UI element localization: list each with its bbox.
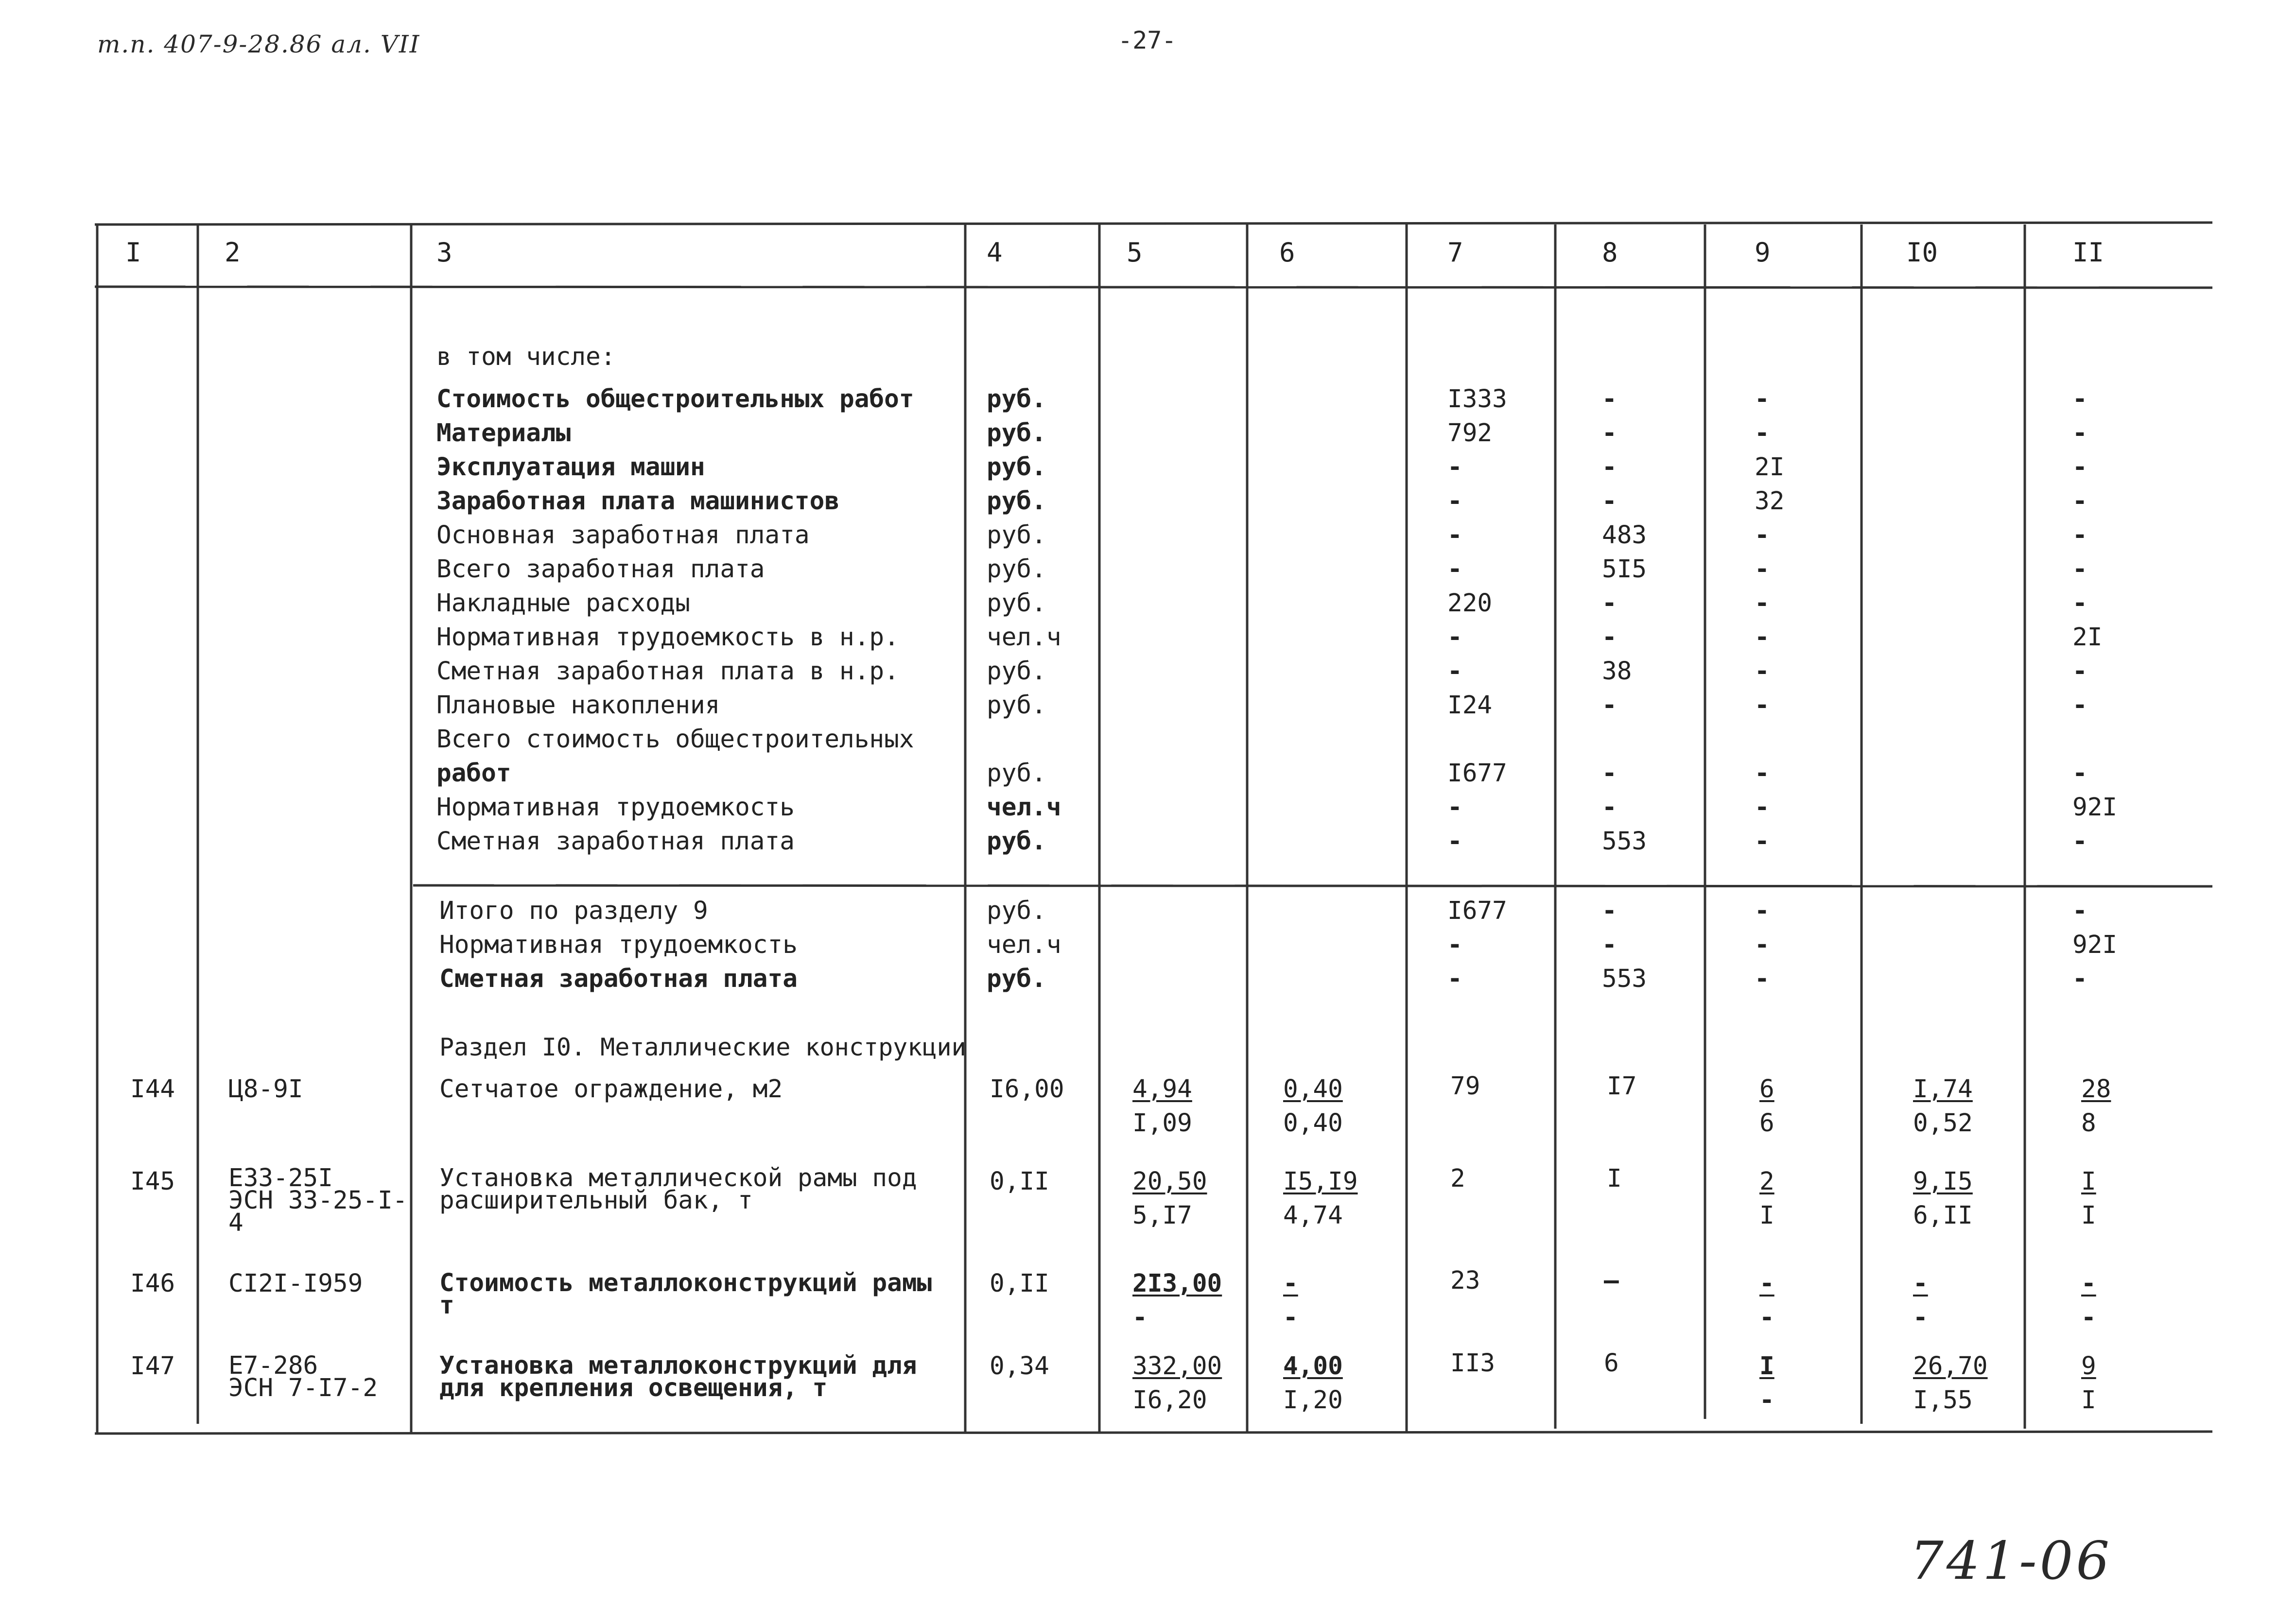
column-header-8: 8 — [1602, 237, 1618, 268]
summary-row-c9: - — [1755, 691, 1770, 720]
summary-row-unit: руб. — [987, 385, 1046, 414]
labor-norm-c8: - — [1602, 793, 1617, 822]
item-c6-top: 4,00 — [1283, 1352, 1343, 1381]
item-quantity: 0,II — [990, 1167, 1049, 1196]
column-header-3: 3 — [436, 237, 452, 268]
item-number: I47 — [130, 1352, 175, 1381]
table-header-separator — [95, 287, 2212, 288]
item-c6-top: I5,I9 — [1283, 1167, 1358, 1196]
summary-row-c8: - — [1602, 589, 1617, 618]
summary-row-c9: - — [1755, 623, 1770, 652]
item-c8: — — [1604, 1266, 1619, 1295]
summary-row-unit: руб. — [987, 589, 1046, 618]
item-c10-top: - — [1913, 1269, 1928, 1298]
item-c6-top: - — [1283, 1269, 1298, 1298]
summary-row-c11: 2I — [2072, 623, 2103, 652]
item-c5-bottom: I6,20 — [1132, 1386, 1207, 1415]
item-description-line2: расширительный бак, т — [439, 1186, 753, 1215]
item-c11-bottom: I — [2081, 1386, 2096, 1415]
column-header-11: II — [2072, 237, 2105, 268]
item-c9-top: I — [1759, 1352, 1774, 1381]
summary-row-unit: руб. — [987, 487, 1046, 516]
labor-norm-c11: 92I — [2072, 793, 2118, 822]
labor-norm-c7: - — [1447, 793, 1462, 822]
item-c5-top: 4,94 — [1132, 1075, 1192, 1104]
item-c5-bottom: 5,I7 — [1132, 1201, 1192, 1230]
summary-row-c11: - — [2072, 385, 2087, 414]
item-c10-top: I,74 — [1913, 1075, 1973, 1104]
section-wage-unit: руб. — [987, 965, 1046, 993]
total-cost-unit: руб. — [987, 759, 1046, 788]
item-c7: II3 — [1450, 1349, 1496, 1378]
item-c10-bottom: I,55 — [1913, 1386, 1973, 1415]
item-description: Сетчатое ограждение, м2 — [439, 1075, 783, 1104]
summary-row-c8: 483 — [1602, 521, 1647, 550]
item-c9-top: 6 — [1759, 1075, 1774, 1104]
item-code: Ц8-9I — [228, 1075, 303, 1104]
item-quantity: 0,II — [990, 1269, 1049, 1298]
summary-row-unit: чел.ч — [987, 623, 1061, 652]
item-c11-top: 28 — [2081, 1075, 2111, 1104]
summary-row-c11: - — [2072, 521, 2087, 550]
item-c5-bottom: I,09 — [1132, 1109, 1192, 1138]
total-cost-label-line2: работ — [436, 759, 511, 788]
summary-row-c9: - — [1755, 555, 1770, 584]
summary-row-c7: 220 — [1447, 589, 1493, 618]
total-cost-c7: I677 — [1447, 759, 1507, 788]
item-c8: 6 — [1604, 1349, 1619, 1378]
item-description-line1: Установка металлоконструкций для — [439, 1351, 917, 1380]
summary-row-unit: руб. — [987, 657, 1046, 686]
summary-row-name: Материалы — [436, 419, 571, 448]
summary-row-unit: руб. — [987, 521, 1046, 550]
item-c11-top: 9 — [2081, 1352, 2096, 1381]
column-header-2: 2 — [225, 237, 241, 268]
item-c7: 23 — [1450, 1266, 1480, 1295]
column-header-6: 6 — [1279, 237, 1295, 268]
item-c11-bottom: 8 — [2081, 1109, 2096, 1138]
item-c11-top: I — [2081, 1167, 2096, 1196]
summary-row-c11: - — [2072, 589, 2087, 618]
labor-norm-c9: - — [1755, 793, 1770, 822]
summary-row-unit: руб. — [987, 453, 1046, 482]
item-c11-bottom: - — [2081, 1303, 2096, 1332]
item-c9-top: 2 — [1759, 1167, 1774, 1196]
item-quantity: I6,00 — [990, 1075, 1064, 1104]
summary-row-c9: 32 — [1755, 487, 1785, 516]
summary-row-c7: - — [1447, 623, 1462, 652]
summary-row-c9: - — [1755, 657, 1770, 686]
summary-row-c7: - — [1447, 657, 1462, 686]
labor-norm-label: Нормативная трудоемкость — [436, 793, 795, 822]
summary-row-name: Всего заработная плата — [436, 555, 765, 584]
item-c8: I7 — [1607, 1072, 1637, 1101]
table-bottom-border — [95, 1432, 2212, 1434]
section-wage-label: Сметная заработная плата — [439, 965, 798, 993]
item-c10-bottom: 6,II — [1913, 1201, 1973, 1230]
item-description-line1: Установка металлической рамы под — [439, 1164, 917, 1192]
item-code-line3: 4 — [228, 1209, 244, 1237]
item-c5-top: 332,00 — [1132, 1352, 1222, 1381]
item-code: CI2I-I959 — [228, 1269, 363, 1298]
column-header-9: 9 — [1755, 237, 1771, 268]
total-cost-c8: - — [1602, 759, 1617, 788]
table-top-border — [95, 223, 2212, 225]
summary-row-c11: - — [2072, 453, 2087, 482]
estimated-wage-c9: - — [1755, 827, 1770, 856]
summary-row-c8: - — [1602, 419, 1617, 448]
summary-row-c11: - — [2072, 657, 2087, 686]
summary-row-unit: руб. — [987, 691, 1046, 720]
item-c5-bottom: - — [1132, 1303, 1148, 1332]
item-c6-bottom: - — [1283, 1303, 1298, 1332]
summary-row-c7: I333 — [1447, 385, 1507, 414]
column-header-4: 4 — [987, 237, 1003, 268]
item-c11-top: - — [2081, 1269, 2096, 1298]
summary-row-c7: - — [1447, 453, 1462, 482]
summary-row-c8: - — [1602, 691, 1617, 720]
item-c8: I — [1607, 1164, 1622, 1193]
item-number: I45 — [130, 1167, 175, 1196]
total-cost-c9: - — [1755, 759, 1770, 788]
summary-row-name: Заработная плата машинистов — [436, 487, 840, 516]
summary-row-c8: - — [1602, 453, 1617, 482]
estimated-wage-c7: - — [1447, 827, 1462, 856]
item-c10-bottom: - — [1913, 1303, 1928, 1332]
section-wage-c11: - — [2072, 965, 2087, 993]
estimated-wage-c11: - — [2072, 827, 2087, 856]
item-c5-top: 20,50 — [1132, 1167, 1207, 1196]
summary-row-c11: - — [2072, 419, 2087, 448]
section-labor-norm-c11: 92I — [2072, 931, 2118, 959]
item-code-line1: Е7-286 — [228, 1351, 318, 1380]
section-labor-norm-c8: - — [1602, 931, 1617, 959]
item-c10-top: 26,70 — [1913, 1352, 1988, 1381]
item-c9-bottom: - — [1759, 1303, 1774, 1332]
item-description-line2: т — [439, 1291, 454, 1320]
item-c5-top: 2I3,00 — [1132, 1269, 1222, 1298]
summary-row-name: Плановые накопления — [436, 691, 720, 720]
summary-row-name: Сметная заработная плата в н.р. — [436, 657, 899, 686]
item-c9-top: - — [1759, 1269, 1774, 1298]
item-c9-bottom: - — [1759, 1386, 1774, 1415]
labor-norm-unit: чел.ч — [987, 793, 1061, 822]
summary-row-name: Стоимость общестроительных работ — [436, 385, 914, 414]
section-total-c11: - — [2072, 897, 2087, 925]
estimated-wage-c8: 553 — [1602, 827, 1647, 856]
summary-row-c9: - — [1755, 589, 1770, 618]
item-code-line2: ЭСН 7-I7-2 — [228, 1374, 378, 1402]
summary-row-c11: - — [2072, 487, 2087, 516]
summary-row-c11: - — [2072, 691, 2087, 720]
summary-row-c7: - — [1447, 555, 1462, 584]
item-c6-top: 0,40 — [1283, 1075, 1343, 1104]
summary-row-c11: - — [2072, 555, 2087, 584]
summary-row-c7: 792 — [1447, 419, 1493, 448]
section-wage-c9: - — [1755, 965, 1770, 993]
item-c11-bottom: I — [2081, 1201, 2096, 1230]
total-cost-c11: - — [2072, 759, 2087, 788]
item-c7: 2 — [1450, 1164, 1465, 1193]
item-code-line1: Е33-25I — [228, 1164, 333, 1192]
summary-row-unit: руб. — [987, 555, 1046, 584]
summary-row-c7: I24 — [1447, 691, 1493, 720]
summary-row-name: Эксплуатация машин — [436, 453, 705, 482]
summary-row-c9: - — [1755, 385, 1770, 414]
summary-row-c7: - — [1447, 487, 1462, 516]
summary-row-c9: 2I — [1755, 453, 1785, 482]
summary-intro: в том числе: — [436, 343, 616, 371]
document-code: т.п. 407-9-28.86 ал. VII — [97, 30, 420, 58]
section-labor-norm-c7: - — [1447, 931, 1462, 959]
summary-row-c8: - — [1602, 487, 1617, 516]
item-c7: 79 — [1450, 1072, 1480, 1101]
column-header-10: I0 — [1906, 237, 1938, 268]
summary-row-c8: 5I5 — [1602, 555, 1647, 584]
section-wage-c7: - — [1447, 965, 1462, 993]
item-quantity: 0,34 — [990, 1352, 1049, 1381]
summary-row-c9: - — [1755, 521, 1770, 550]
estimated-wage-unit: руб. — [987, 827, 1046, 856]
column-header-7: 7 — [1447, 237, 1463, 268]
column-header-1: I — [125, 237, 141, 268]
summary-row-unit: руб. — [987, 419, 1046, 448]
summary-row-c9: - — [1755, 419, 1770, 448]
section-total-label: Итого по разделу 9 — [439, 897, 708, 925]
estimated-wage-label: Сметная заработная плата — [436, 827, 795, 856]
section-labor-norm-label: Нормативная трудоемкость — [439, 931, 798, 959]
summary-row-name: Накладные расходы — [436, 589, 690, 618]
item-c6-bottom: 4,74 — [1283, 1201, 1343, 1230]
section-total-c7: I677 — [1447, 897, 1507, 925]
handwritten-note: 741-06 — [1910, 1531, 2113, 1591]
section-labor-norm-c9: - — [1755, 931, 1770, 959]
item-c6-bottom: I,20 — [1283, 1386, 1343, 1415]
item-c10-top: 9,I5 — [1913, 1167, 1973, 1196]
page-number: -27- — [1118, 26, 1177, 54]
item-c9-bottom: I — [1759, 1201, 1774, 1230]
item-description-line1: Стоимость металлоконструкций рамы — [439, 1269, 932, 1297]
item-description-line2: для крепления освещения, т — [439, 1374, 828, 1402]
total-cost-label-line1: Всего стоимость общестроительных — [436, 725, 914, 754]
summary-row-c8: - — [1602, 623, 1617, 652]
section-wage-c8: 553 — [1602, 965, 1647, 993]
summary-row-c8: - — [1602, 385, 1617, 414]
section-labor-norm-unit: чел.ч — [987, 931, 1061, 959]
section-total-unit: руб. — [987, 897, 1046, 925]
item-number: I44 — [130, 1075, 175, 1104]
item-c10-bottom: 0,52 — [1913, 1109, 1973, 1138]
item-c9-bottom: 6 — [1759, 1109, 1774, 1138]
section-total-c9: - — [1755, 897, 1770, 925]
item-number: I46 — [130, 1269, 175, 1298]
item-c6-bottom: 0,40 — [1283, 1109, 1343, 1138]
summary-row-c8: 38 — [1602, 657, 1632, 686]
section-total-c8: - — [1602, 897, 1617, 925]
column-header-5: 5 — [1127, 237, 1143, 268]
summary-row-name: Основная заработная плата — [436, 521, 810, 550]
item-code-line2: ЭСН 33-25-I- — [228, 1186, 408, 1215]
section-separator — [413, 885, 2212, 886]
section-10-title: Раздел I0. Металлические конструкции — [439, 1033, 966, 1061]
summary-row-c7: - — [1447, 521, 1462, 550]
summary-row-name: Нормативная трудоемкость в н.р. — [436, 623, 899, 652]
